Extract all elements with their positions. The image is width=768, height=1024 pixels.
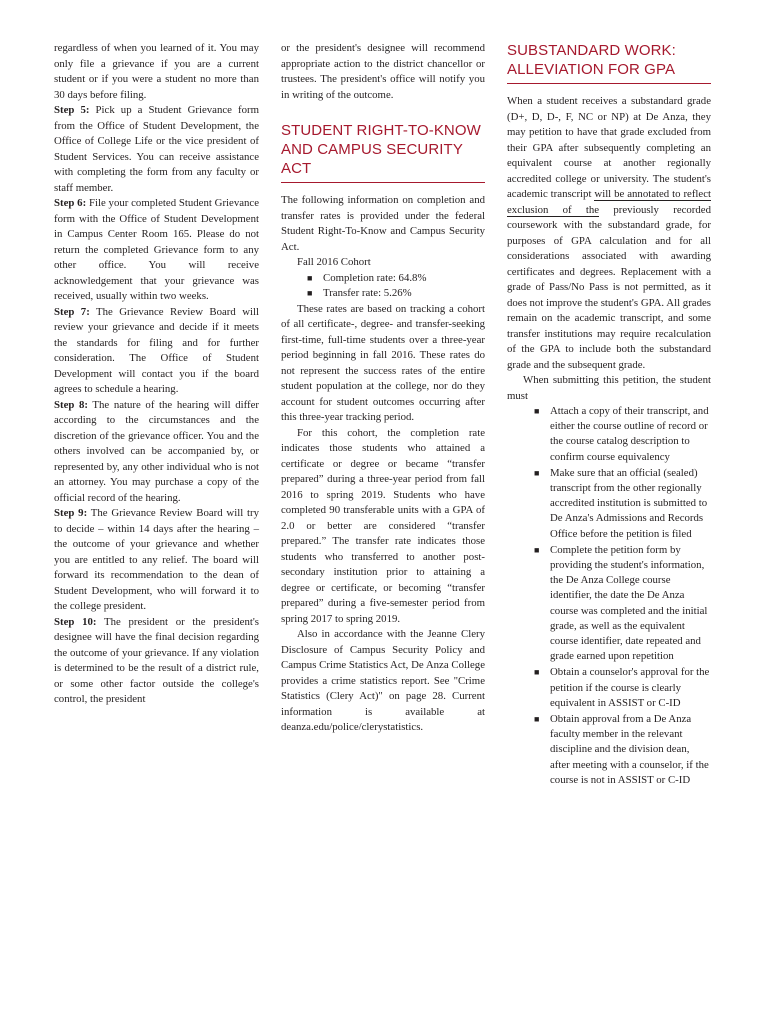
step-label: Step 8: [54,398,89,411]
step-text: The Grievance Review Board will review your grievance and decide if it meets the standards for filing and for further consideration. The Office of Student Development will contact you if the board agrees to schedule a hearing. [54,305,260,395]
grievance-continuation: or the president's designee will recommend appropriate action to the district chancellor or trustees. The president's office will notify you in writing of the outcome. [281,42,485,101]
petition-intro: When submitting this petition, the student must [507,374,711,402]
substandard-text-a: When a student receives a substandard grade (D+, D, D-, F, NC or NP) at De Anza, they may petition to have that grade excluded from their GPA after subsequently completing an equivalent course at another regionally accredited college or university. The student's academic transcript [507,95,711,200]
completion-rate: Completion rate: 64.8% [323,271,427,284]
rates-explanation: These rates are based on tracking a cohort of all certificate-, degree- and transfer-seeking first-time, full-time students over a three-year period beginning in fall 2016. These rates do not represent the success rates of the entire student population at the college, nor do they account for student outcomes occurring after this three-year tracking period. [281,302,485,423]
bullet-icon: ■ [307,272,313,283]
cohort-label: Fall 2016 Cohort [297,256,371,268]
substandard-text-b: previously recorded coursework with the substandard grade, for purposes of GPA calculation and for all considerations associated with awarding certificates and degrees. Replacement with a grade of Pass/No Pass is not permitted, as it does not improve the student's GPA. All grades remain on the academic transcript, and some transfer institutions may require recalculation of the GPA to include both the substandard grade and the subsequent grade. [507,203,711,371]
grievance-intro: regardless of when you learned of it. You may only file a grievance if you are a current student or if you were a student no more than 30 days before filing. [54,42,259,101]
step-9 [54,506,259,615]
step-label: Step 5: [54,104,90,116]
step-7 [54,305,259,398]
list-item [507,665,711,711]
requirement-text: Obtain a counselor's approval for the petition if the course is clearly equivalent in ASSIST or C-ID [550,666,710,709]
list-item [507,543,711,665]
step-text: The president or the president's designee will have the final decision regarding the outcome of your grievance. If any violation is determined to be the result of a district rule, or some other factor outside the college's control, the president [54,615,259,705]
transfer-rate: Transfer rate: 5.26% [323,287,412,299]
step-10 [54,615,259,708]
step-label: Step 6: [54,197,87,209]
section-heading-substandard-work: SUBSTANDARD WORK: ALLEVIATION FOR GPA [507,41,711,84]
step-label: Step 9: [54,507,88,519]
substandard-text-underlined: will be annotated to reflect exclusion of the [507,188,712,216]
bullet-icon: ■ [534,467,540,478]
step-5 [54,103,259,196]
bullet-icon: ■ [534,406,540,416]
step-8 [54,398,259,507]
bullet-icon: ■ [534,714,540,725]
step-6 [54,196,259,305]
petition-requirements-list [507,404,711,788]
bullet-icon: ■ [307,288,313,298]
requirement-text: Complete the petition form by providing the student's information, the De Anza College course identifier, the date the De Anza course was completed and the initial grade, as well as the equivalent course identifier, date repeated and grade earned upon repetition [550,543,708,663]
requirement-text: Make sure that an official (sealed) transcript from the other regionally accredited institution is submitted to De Anza's Admissions and Records Office before the petition is filed [550,466,708,540]
bullet-icon: ■ [534,544,540,555]
step-text: Pick up a Student Grievance form from the Office of Student Development, the Office of College Life or the vice president of Student Services. You can receive assistance with completing the form from any faculty or staff member. [54,104,259,194]
list-item [507,712,711,788]
right-to-know-intro: The following information on completion and transfer rates is provided under the federal Student Right-To-Know and Campus Security Act. [281,194,485,253]
list-item [281,286,485,302]
requirement-text: Attach a copy of their transcript, and either the course outline of record or the course catalog description to confirm course equivalency [550,405,709,463]
step-text: The nature of the hearing will differ according to the circumstances and the discretion of the grievance officer. You and the others involved can be accompanied by, or represented by, any other individual who is not an attorney. You may purchase a copy of the official record of the hearing. [54,398,259,504]
list-item [507,466,711,542]
requirement-text: Obtain approval from a De Anza faculty member in the relevant discipline and the division dean, after meeting with a counselor, if the course is not in ASSIST or C-ID [550,713,709,786]
column-left [54,41,259,708]
step-text: The Grievance Review Board will try to decide – within 14 days after the hearing – the outcome of your grievance and whether you are entitled to any relief. The board will forward its recommendation to the dean of Student Development, who will forward it to the college president. [54,507,259,612]
column-middle [281,41,485,736]
substandard-intro [507,94,711,373]
step-text: File your completed Student Grievance form with the Office of Student Development in Campus Center Room 165. Please do not return the completed Grievance form to any other office. You will receive acknowledgement that your grievance was received, usually within two weeks. [54,197,260,302]
column-right [507,41,711,789]
list-item [281,271,485,287]
step-label: Step 7: [54,305,90,318]
bullet-icon: ■ [534,667,540,678]
cohort-explanation: For this cohort, the completion rate indicates those students who attained a certificate or degree or became “transfer prepared” during a three-year period from fall 2016 to spring 2019. Students who have completed 90 transferable units with a GPA of 2.0 or better are considered “transfer prepared.” The transfer rate indicates those students who transferred to another post-secondary institution prior to attaining a degree or certificate, or becoming “transfer prepared” during a five-semester period from spring 2017 to spring 2019. [281,426,485,625]
rates-list [281,271,485,302]
clery-act-paragraph: Also in accordance with the Jeanne Clery Disclosure of Campus Security Policy and Campus Crime Statistics Act, De Anza College provides a crime statistics report. See "Crime Statistics (Clery Act)" on page 28. Current information is available at deanza.edu/police/clerystatistics. [281,628,485,733]
step-label: Step 10: [54,615,97,628]
list-item [507,404,711,465]
section-heading-right-to-know: STUDENT RIGHT-TO-KNOW AND CAMPUS SECURITY ACT [281,121,485,183]
